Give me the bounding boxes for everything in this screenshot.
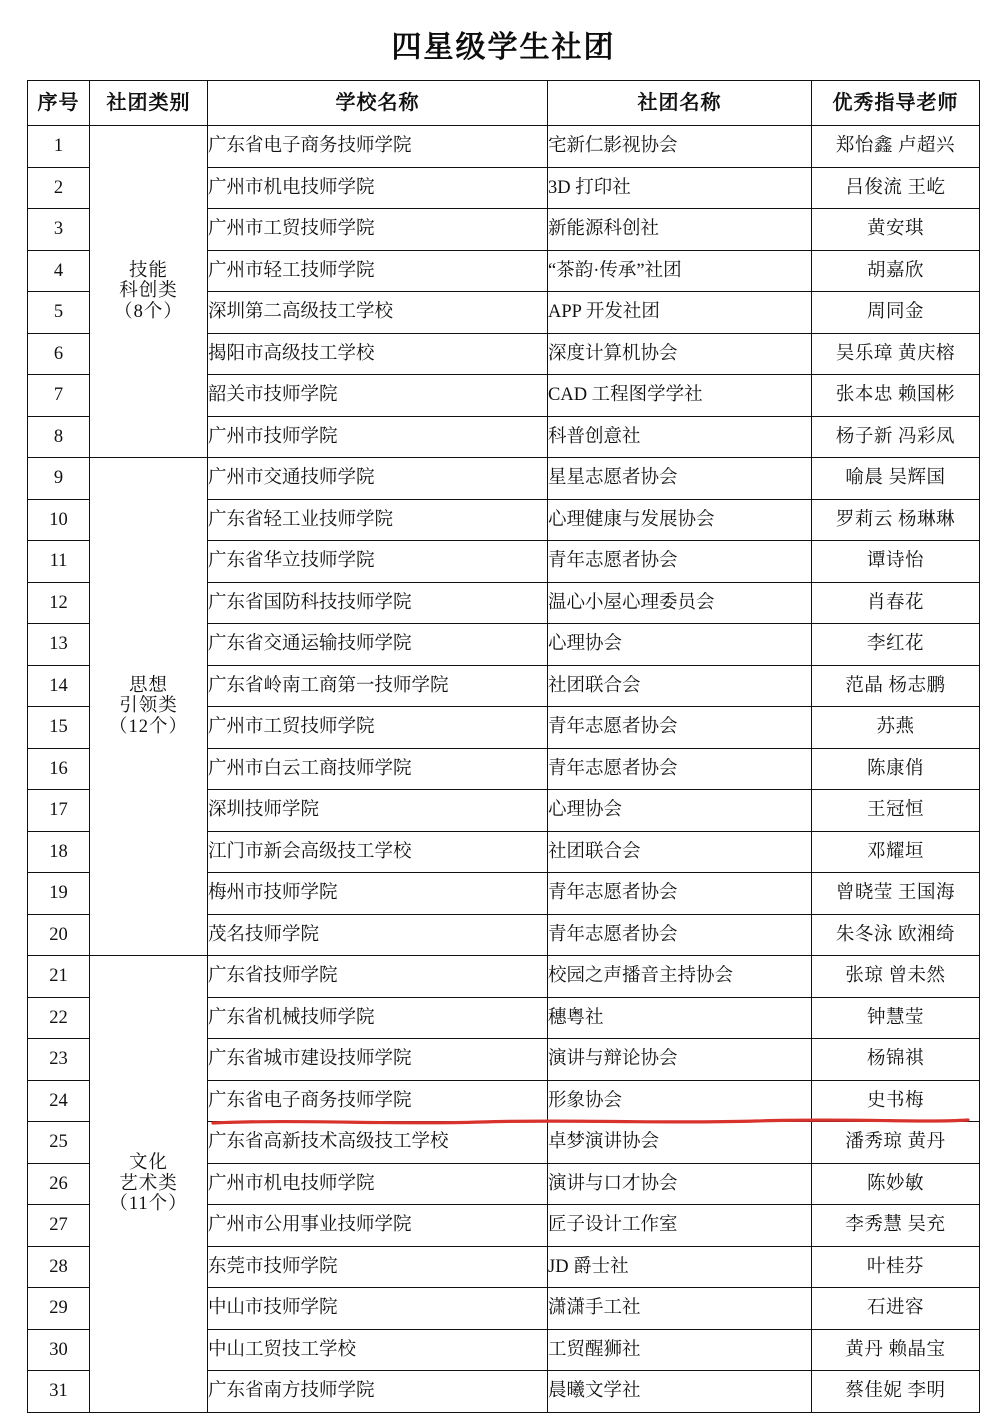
cell-school: 广东省轻工业技师学院 [208, 499, 548, 541]
cell-teacher: 喻晨 吴辉国 [812, 458, 980, 500]
cell-school: 广东省城市建设技师学院 [208, 1039, 548, 1081]
cell-category [90, 458, 208, 956]
cell-teacher: 邓耀垣 [812, 831, 980, 873]
cell-index: 23 [28, 1039, 90, 1081]
cell-teacher: 钟慧莹 [812, 997, 980, 1039]
cell-club: 深度计算机协会 [548, 333, 812, 375]
cell-index: 18 [28, 831, 90, 873]
table-row [28, 956, 980, 998]
cell-teacher: 叶桂芬 [812, 1246, 980, 1288]
cell-index: 6 [28, 333, 90, 375]
cell-club: 青年志愿者协会 [548, 873, 812, 915]
cell-index: 22 [28, 997, 90, 1039]
cell-teacher: 肖春花 [812, 582, 980, 624]
cell-school: 广州市机电技师学院 [208, 1163, 548, 1205]
cell-school: 广州市公用事业技师学院 [208, 1205, 548, 1247]
cell-teacher: 郑怡鑫 卢超兴 [812, 126, 980, 168]
column-header-club: 社团名称 [548, 81, 812, 126]
cell-teacher: 杨子新 冯彩凤 [812, 416, 980, 458]
cell-club: “茶韵·传承”社团 [548, 250, 812, 292]
cell-club: 匠子设计工作室 [548, 1205, 812, 1247]
table-body [28, 126, 980, 1413]
cell-category [90, 126, 208, 458]
cell-teacher: 周同金 [812, 292, 980, 334]
cell-index: 31 [28, 1371, 90, 1413]
cell-index: 2 [28, 167, 90, 209]
cell-school: 广东省华立技师学院 [208, 541, 548, 583]
cell-school: 广东省交通运输技师学院 [208, 624, 548, 666]
cell-index: 1 [28, 126, 90, 168]
cell-club: APP 开发社团 [548, 292, 812, 334]
cell-teacher: 黄丹 赖晶宝 [812, 1329, 980, 1371]
cell-index: 20 [28, 914, 90, 956]
cell-teacher: 王冠恒 [812, 790, 980, 832]
cell-teacher: 蔡佳妮 李明 [812, 1371, 980, 1413]
cell-index: 12 [28, 582, 90, 624]
cell-index: 29 [28, 1288, 90, 1330]
cell-club: 心理协会 [548, 624, 812, 666]
cell-index: 13 [28, 624, 90, 666]
cell-teacher: 张本忠 赖国彬 [812, 375, 980, 417]
cell-index: 24 [28, 1080, 90, 1122]
cell-index: 19 [28, 873, 90, 915]
table-row [28, 458, 980, 500]
cell-index: 16 [28, 748, 90, 790]
cell-club: 演讲与口才协会 [548, 1163, 812, 1205]
cell-teacher: 罗莉云 杨琳琳 [812, 499, 980, 541]
cell-teacher: 谭诗怡 [812, 541, 980, 583]
cell-school: 梅州市技师学院 [208, 873, 548, 915]
cell-school: 广东省高新技术高级技工学校 [208, 1122, 548, 1164]
cell-school: 广东省技师学院 [208, 956, 548, 998]
cell-school: 广东省电子商务技师学院 [208, 126, 548, 168]
cell-school: 中山市技师学院 [208, 1288, 548, 1330]
table-header-row [28, 81, 980, 126]
cell-school: 深圳第二高级技工学校 [208, 292, 548, 334]
cell-teacher: 陈康俏 [812, 748, 980, 790]
cell-index: 5 [28, 292, 90, 334]
cell-school: 广东省机械技师学院 [208, 997, 548, 1039]
cell-category [90, 956, 208, 1413]
cell-index: 30 [28, 1329, 90, 1371]
cell-index: 27 [28, 1205, 90, 1247]
cell-club: 3D 打印社 [548, 167, 812, 209]
cell-school: 茂名技师学院 [208, 914, 548, 956]
cell-school: 韶关市技师学院 [208, 375, 548, 417]
cell-school: 广州市交通技师学院 [208, 458, 548, 500]
cell-club: 社团联合会 [548, 665, 812, 707]
cell-school: 东莞市技师学院 [208, 1246, 548, 1288]
cell-club: 青年志愿者协会 [548, 914, 812, 956]
cell-club: 演讲与辩论协会 [548, 1039, 812, 1081]
cell-teacher: 陈妙敏 [812, 1163, 980, 1205]
cell-school: 广东省国防科技技师学院 [208, 582, 548, 624]
cell-club: 心理协会 [548, 790, 812, 832]
cell-club: 青年志愿者协会 [548, 541, 812, 583]
cell-club: 穗粤社 [548, 997, 812, 1039]
cell-index: 11 [28, 541, 90, 583]
category-label-line: 引领类 [119, 696, 178, 717]
cell-school: 广东省南方技师学院 [208, 1371, 548, 1413]
cell-teacher: 史书梅 [812, 1080, 980, 1122]
cell-index: 14 [28, 665, 90, 707]
cell-teacher: 黄安琪 [812, 209, 980, 251]
cell-teacher: 吴乐璋 黄庆榕 [812, 333, 980, 375]
cell-club: JD 爵士社 [548, 1246, 812, 1288]
cell-club: 形象协会 [548, 1080, 812, 1122]
cell-school: 揭阳市高级技工学校 [208, 333, 548, 375]
cell-club: 卓梦演讲协会 [548, 1122, 812, 1164]
cell-index: 28 [28, 1246, 90, 1288]
table-row [28, 126, 980, 168]
category-label-line: （8个） [114, 301, 183, 322]
cell-club: 心理健康与发展协会 [548, 499, 812, 541]
cell-club: 校园之声播音主持协会 [548, 956, 812, 998]
cell-teacher: 曾晓莹 王国海 [812, 873, 980, 915]
cell-index: 9 [28, 458, 90, 500]
cell-school: 广州市白云工商技师学院 [208, 748, 548, 790]
cell-club: CAD 工程图学学社 [548, 375, 812, 417]
cell-school: 中山工贸技工学校 [208, 1329, 548, 1371]
column-header-school: 学校名称 [208, 81, 548, 126]
cell-school: 广东省电子商务技师学院 [208, 1080, 548, 1122]
cell-index: 8 [28, 416, 90, 458]
cell-teacher: 胡嘉欣 [812, 250, 980, 292]
cell-club: 青年志愿者协会 [548, 748, 812, 790]
column-header-teacher: 优秀指导老师 [812, 81, 980, 126]
cell-index: 21 [28, 956, 90, 998]
cell-club: 晨曦文学社 [548, 1371, 812, 1413]
cell-index: 26 [28, 1163, 90, 1205]
cell-school: 广州市工贸技师学院 [208, 707, 548, 749]
cell-index: 4 [28, 250, 90, 292]
cell-index: 10 [28, 499, 90, 541]
page-title: 四星级学生社团 [391, 31, 616, 64]
cell-teacher: 李秀慧 吴充 [812, 1205, 980, 1247]
cell-teacher: 吕俊流 王屹 [812, 167, 980, 209]
cell-teacher: 张琼 曾未然 [812, 956, 980, 998]
cell-club: 新能源科创社 [548, 209, 812, 251]
cell-school: 广州市机电技师学院 [208, 167, 548, 209]
cell-club: 科普创意社 [548, 416, 812, 458]
cell-teacher: 苏燕 [812, 707, 980, 749]
category-label-line: （11个） [109, 1193, 188, 1214]
cell-index: 3 [28, 209, 90, 251]
category-label-line: 技能 [128, 260, 168, 281]
cell-teacher: 李红花 [812, 624, 980, 666]
category-label-line: 艺术类 [119, 1173, 178, 1194]
cell-school: 广州市技师学院 [208, 416, 548, 458]
category-label-line: （12个） [108, 716, 188, 737]
cell-club: 星星志愿者协会 [548, 458, 812, 500]
cell-school: 江门市新会高级技工学校 [208, 831, 548, 873]
cell-index: 7 [28, 375, 90, 417]
cell-teacher: 朱冬泳 欧湘绮 [812, 914, 980, 956]
category-label-line: 科创类 [119, 281, 178, 302]
cell-index: 15 [28, 707, 90, 749]
column-header-category: 社团类别 [90, 81, 208, 126]
cell-club: 温心小屋心理委员会 [548, 582, 812, 624]
cell-school: 深圳技师学院 [208, 790, 548, 832]
cell-teacher: 潘秀琼 黄丹 [812, 1122, 980, 1164]
column-header-index: 序号 [28, 81, 90, 126]
category-label-line: 思想 [128, 675, 168, 696]
cell-school: 广东省岭南工商第一技师学院 [208, 665, 548, 707]
cell-teacher: 范晶 杨志鹏 [812, 665, 980, 707]
cell-club: 潇潇手工社 [548, 1288, 812, 1330]
cell-club: 青年志愿者协会 [548, 707, 812, 749]
cell-club: 工贸醒狮社 [548, 1329, 812, 1371]
cell-school: 广州市工贸技师学院 [208, 209, 548, 251]
cell-school: 广州市轻工技师学院 [208, 250, 548, 292]
category-label-line: 文化 [128, 1153, 168, 1174]
cell-teacher: 石进容 [812, 1288, 980, 1330]
cell-index: 25 [28, 1122, 90, 1164]
cell-club: 社团联合会 [548, 831, 812, 873]
cell-teacher: 杨锦祺 [812, 1039, 980, 1081]
four-star-clubs-table [27, 80, 980, 1413]
cell-club: 宅新仁影视协会 [548, 126, 812, 168]
cell-index: 17 [28, 790, 90, 832]
